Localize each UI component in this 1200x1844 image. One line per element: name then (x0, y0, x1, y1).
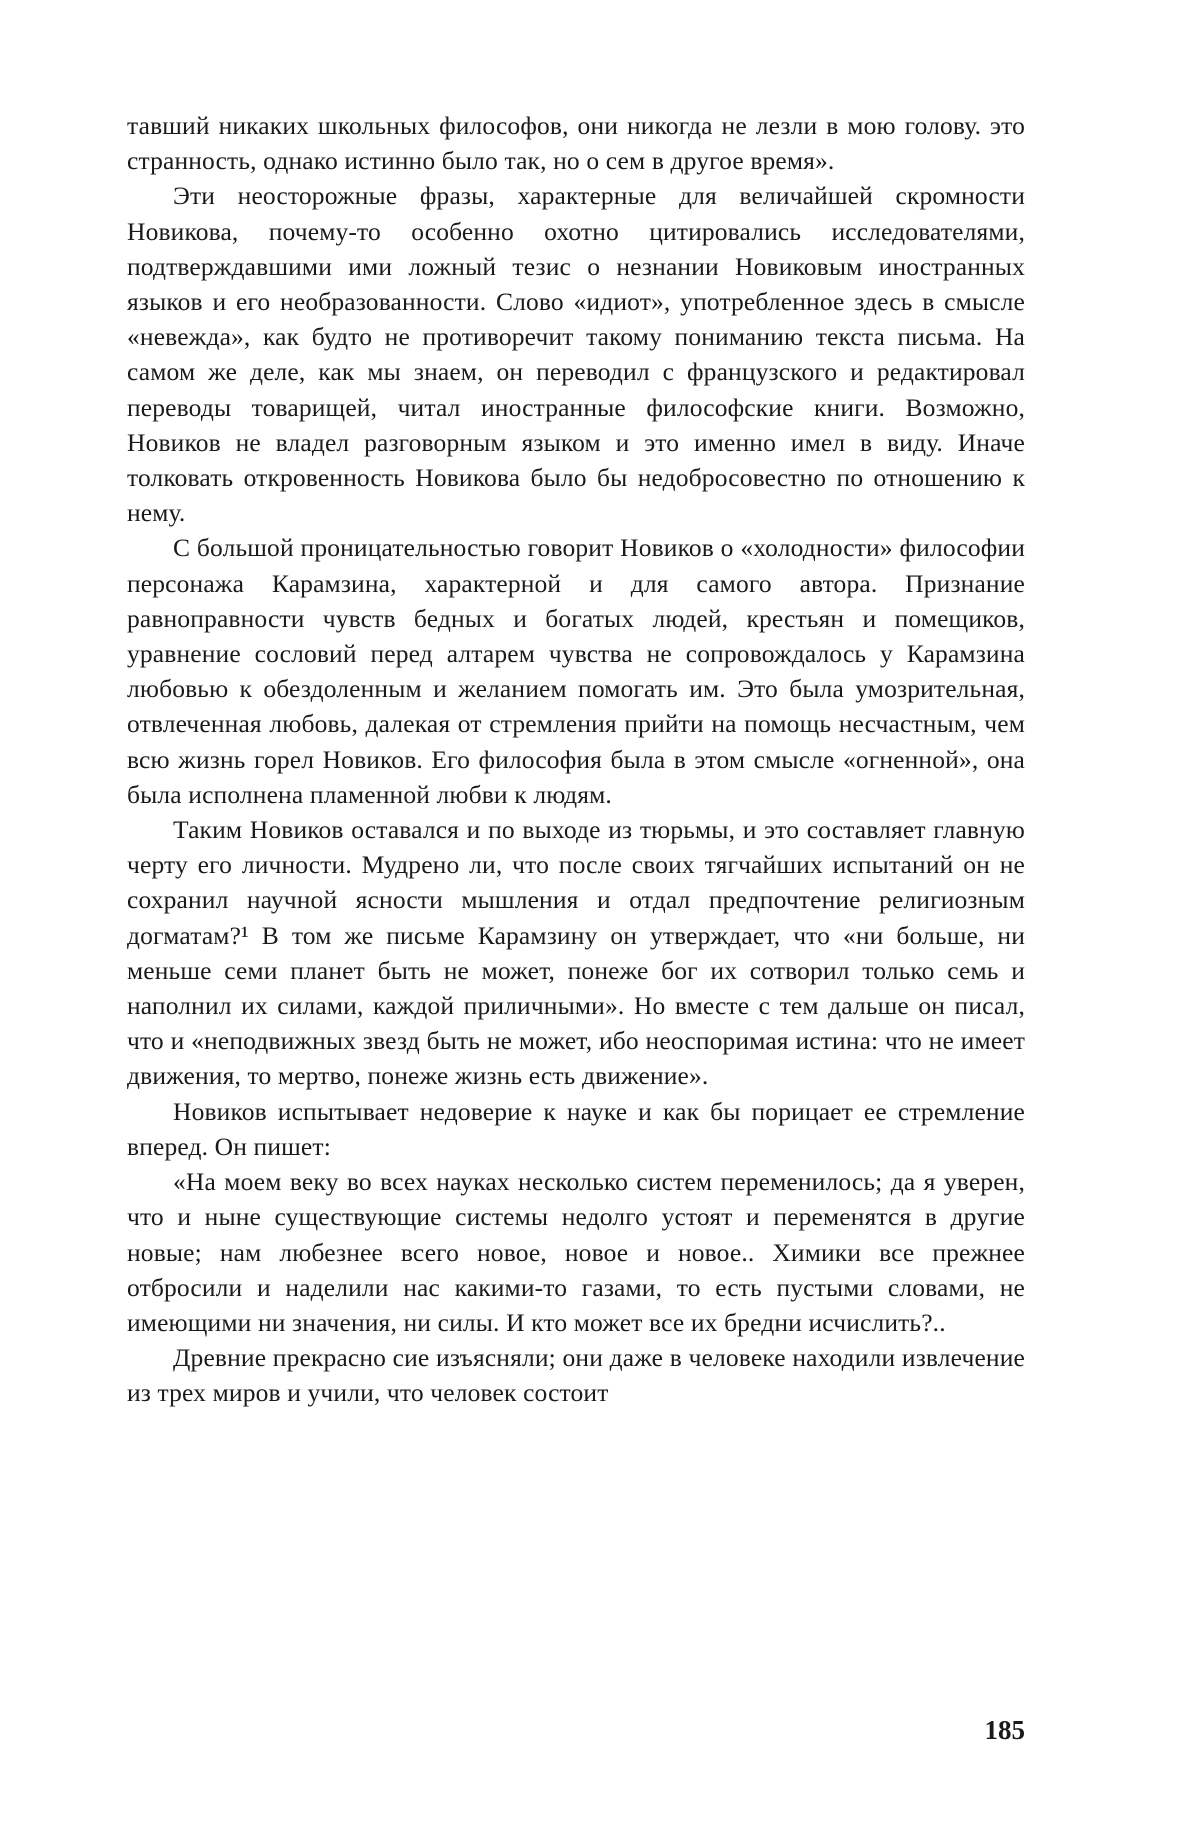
paragraph-2: Эти неосторожные фразы, характерные для величайшей скромности Новикова, почему-то особенно охотно цитировались исследователями, подтверждавшими ими ложный тезис о незнании Новиковым иностранных языков и его необразованности. Слово «идиот», употребленное здесь в смысле «невежда», как будто не противоречит такому пониманию текста письма. На самом же деле, как мы знаем, он переводил с французского и редактировал переводы товарищей, читал иностранные философские книги. Возможно, Новиков не владел разговорным языком и это именно имел в виду. Иначе толковать откровенность Новикова было бы недобросовестно по отношению к нему. (127, 178, 1025, 530)
page-number: 185 (930, 1715, 1025, 1746)
paragraph-5: Новиков испытывает недоверие к науке и как бы порицает ее стремление вперед. Он пишет: (127, 1094, 1025, 1164)
paragraph-3: С большой проницательностью говорит Новиков о «холодности» философии персонажа Карамзина, характерной и для самого автора. Признание равноправности чувств бедных и богатых людей, крестьян и помещиков, уравнение сословий перед алтарем чувства не сопровождалось у Карамзина любовью к обездоленным и желанием помогать им. Это была умозрительная, отвлеченная любовь, далекая от стремления прийти на помощь несчастным, чем всю жизнь горел Новиков. Его философия была в этом смысле «огненной», она была исполнена пламенной любви к людям. (127, 530, 1025, 812)
paragraph-7: Древние прекрасно сие изъясняли; они даже в человеке находили извлечение из трех миров и учили, что человек состоит (127, 1340, 1025, 1410)
paragraph-4: Таким Новиков оставался и по выходе из тюрьмы, и это составляет главную черту его личности. Мудрено ли, что после своих тягчайших испытаний он не сохранил научной ясности мышления и отдал предпочтение религиозным догматам?¹ В том же письме Карамзину он утверждает, что «ни больше, ни меньше семи планет быть не может, понеже бог их сотворил только семь и наполнил их силами, каждой приличными». Но вместе с тем дальше он писал, что и «неподвижных звезд быть не может, ибо неоспоримая истина: что не имеет движения, то мертво, понеже жизнь есть движение». (127, 812, 1025, 1094)
page-text (127, 108, 1025, 1411)
paragraph-6-quote: «На моем веку во всех науках несколько систем переменилось; да я уверен, что и ныне существующие системы недолго устоят и переменятся в другие новые; нам любезнее всего новое, новое и новое.. Химики все прежнее отбросили и наделили нас какими-то газами, то есть пустыми словами, не имеющими ни значения, ни силы. И кто может все их бредни исчислить?.. (127, 1164, 1025, 1340)
paragraph-1: тавший никаких школьных философов, они никогда не лезли в мою голову. это странность, однако истинно было так, но о сем в другое время». (127, 108, 1025, 178)
